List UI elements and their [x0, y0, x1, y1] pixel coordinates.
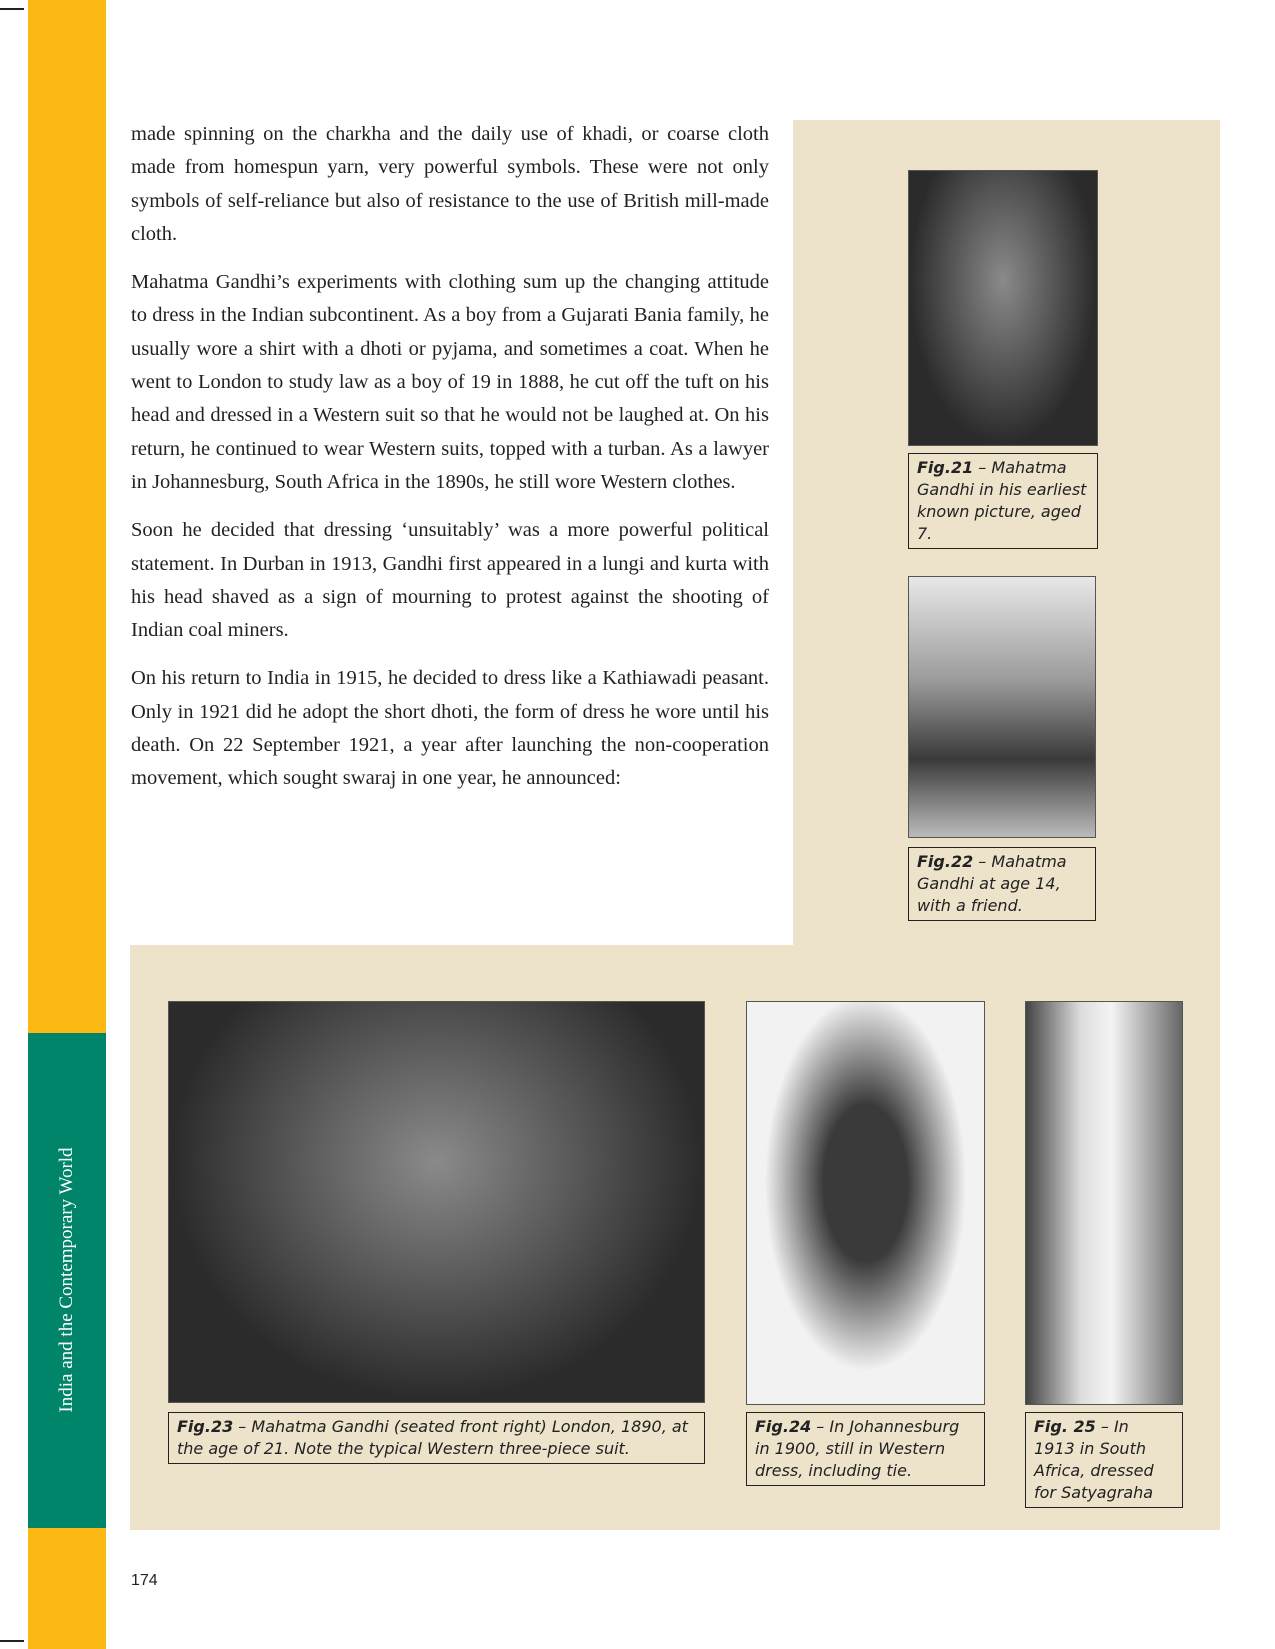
crop-mark: [0, 1640, 24, 1642]
paragraph: Soon he decided that dressing ‘unsuitably’ was a more powerful political statement. In Durban in 1913, Gandhi first appeared in a lungi and kurta with his head shaved as a sign of mourning to protest against the shooting of Indian coal miners.: [131, 519, 769, 642]
paragraph: made spinning on the charkha and the daily use of khadi, or coarse cloth made from homespun yarn, very powerful symbols. These were not only symbols of self-reliance but also of resistance to the use of British mill-made cloth.: [131, 123, 769, 245]
paragraph: Mahatma Gandhi’s experiments with clothing sum up the changing attitude to dress in the Indian subcontinent. As a boy from a Gujarati Bania family, he usually wore a shirt with a dhoti or pyjama, and sometimes a coat. When he went to London to study law as a boy of 19 in 1888, he cut off the tuft on his head and dressed in a Western suit so that he would not be laughed at. On his return, he continued to wear Western suits, topped with a turban. As a lawyer in Johannesburg, South Africa in the 1890s, he still wore Western clothes.: [131, 271, 769, 493]
body-text: [131, 118, 769, 811]
fig24-caption: Fig.24 – In Johannesburg in 1900, still in Western dress, including tie.: [746, 1412, 985, 1486]
fig22-photo: [908, 576, 1096, 838]
crop-mark: [0, 8, 24, 10]
fig22-caption: Fig.22 – Mahatma Gandhi at age 14, with a friend.: [908, 847, 1096, 921]
fig21-caption: Fig.21 – Mahatma Gandhi in his earliest known picture, aged 7.: [908, 453, 1098, 549]
page-number: 174: [131, 1572, 158, 1589]
fig23-caption: Fig.23 – Mahatma Gandhi (seated front right) London, 1890, at the age of 21. Note the typical Western three-piece suit.: [168, 1412, 705, 1464]
fig25-photo: [1025, 1001, 1183, 1405]
fig24-photo: [746, 1001, 985, 1405]
fig23-photo: [168, 1001, 705, 1403]
book-title: India and the Contemporary World: [56, 1147, 77, 1413]
fig25-caption: Fig. 25 – In 1913 in South Africa, dressed for Satyagraha: [1025, 1412, 1183, 1508]
paragraph: On his return to India in 1915, he decided to dress like a Kathiawadi peasant. Only in 1921 did he adopt the short dhoti, the form of dress he wore until his death. On 22 September 1921, a year after launching the non-cooperation movement, which sought swaraj in one year, he announced:: [131, 667, 769, 790]
fig21-photo: [908, 170, 1098, 446]
